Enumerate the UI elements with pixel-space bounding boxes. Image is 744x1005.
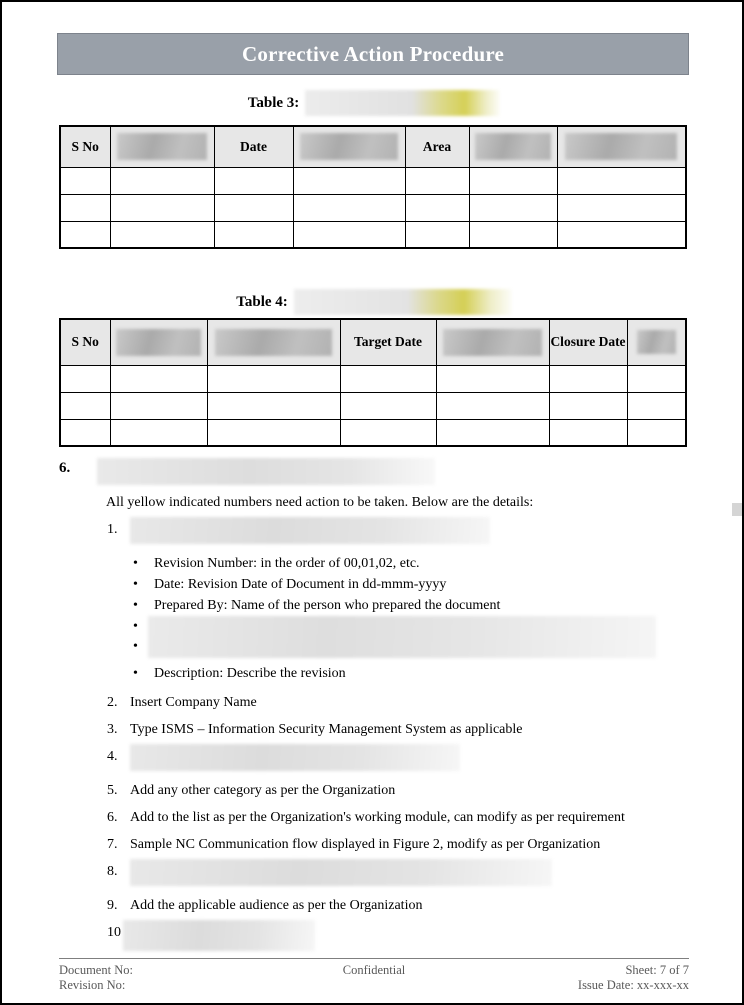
issue-date: Issue Date: xx-xxx-xx bbox=[577, 978, 689, 992]
table4-caption bbox=[2, 289, 744, 315]
table3-header-redacted-2 bbox=[293, 126, 405, 167]
bullet-icon: • bbox=[133, 556, 138, 571]
section-intro: All yellow indicated numbers need action to be taken. Below are the details: bbox=[106, 495, 534, 510]
list-item-6: 6. Add to the list as per the Organization's working module, can modify as per requirement bbox=[107, 810, 625, 825]
redacted-caption-highlight bbox=[294, 289, 512, 315]
table4-header-redacted-2 bbox=[207, 319, 340, 365]
table3-header-sno: S No bbox=[60, 126, 110, 167]
redacted-header-blur bbox=[116, 329, 200, 356]
bullet-item: • Date: Revision Date of Document in dd-mmm-yyyy bbox=[133, 577, 447, 592]
list-item-10: 10 bbox=[107, 925, 695, 951]
section-6 bbox=[59, 458, 695, 960]
list-item-3: 3. Type ISMS – Information Security Management System as applicable bbox=[107, 722, 523, 737]
bullet-item: • Description: Describe the revision bbox=[133, 666, 346, 681]
table4-header-closure-date: Closure Date bbox=[549, 319, 627, 365]
revision-no-label: Revision No: bbox=[59, 978, 126, 992]
list-item-4: 4. bbox=[107, 749, 695, 771]
table3-empty-row[interactable] bbox=[60, 194, 686, 221]
document-no-label: Document No: bbox=[59, 963, 133, 977]
redacted-header-blur bbox=[475, 133, 552, 160]
document-title-bar bbox=[57, 33, 689, 75]
list-item-7: 7. Sample NC Communication flow displayed in Figure 2, modify as per Organization bbox=[107, 837, 601, 852]
table4-empty-row[interactable] bbox=[60, 365, 686, 392]
table3 bbox=[59, 125, 687, 249]
table3-caption-label: Table 3: bbox=[247, 94, 300, 111]
table4-header-redacted-1 bbox=[110, 319, 207, 365]
table4-caption-label: Table 4: bbox=[236, 293, 288, 310]
table3-empty-row[interactable] bbox=[60, 167, 686, 194]
list-item-5: 5. Add any other category as per the Organization bbox=[107, 783, 396, 798]
redacted-header-blur bbox=[565, 133, 677, 160]
table3-empty-row[interactable] bbox=[60, 221, 686, 248]
table4-header-redacted-3 bbox=[436, 319, 549, 365]
list-item-2: 2. Insert Company Name bbox=[107, 695, 257, 710]
redacted-list-text bbox=[130, 859, 552, 886]
redacted-list-text bbox=[130, 744, 460, 771]
bullet-items-redacted bbox=[59, 619, 695, 660]
bullet-item: • Revision Number: in the order of 00,01,02, etc. bbox=[133, 556, 420, 571]
table4-empty-row[interactable] bbox=[60, 392, 686, 419]
redacted-header-blur bbox=[637, 330, 676, 354]
table4-header-redacted-4 bbox=[627, 319, 686, 365]
table3-header-area: Area bbox=[405, 126, 469, 167]
list-item-1: 1. bbox=[107, 522, 695, 544]
redacted-header-blur bbox=[300, 133, 398, 160]
table3-header-redacted-1 bbox=[110, 126, 214, 167]
table3-header-row bbox=[60, 126, 686, 167]
footer-right bbox=[578, 963, 689, 993]
page-footer bbox=[59, 958, 689, 993]
table3-header-date: Date bbox=[214, 126, 293, 167]
bullet-icon: • bbox=[133, 577, 138, 592]
redacted-bullet-text bbox=[148, 616, 656, 658]
table3-header-redacted-4 bbox=[557, 126, 686, 167]
table3-caption bbox=[2, 90, 744, 116]
bullet-icon: • bbox=[133, 619, 138, 634]
table3-header-redacted-3 bbox=[469, 126, 557, 167]
scrollbar-thumb[interactable] bbox=[732, 503, 742, 516]
table4-header-target-date: Target Date bbox=[340, 319, 436, 365]
redacted-header-blur bbox=[215, 329, 331, 356]
list-item-8: 8. bbox=[107, 864, 695, 886]
table4-header-sno: S No bbox=[60, 319, 110, 365]
section-number: 6. bbox=[59, 460, 71, 476]
bullet-icon: • bbox=[133, 639, 138, 654]
redacted-list-text bbox=[130, 517, 490, 544]
bullet-icon: • bbox=[133, 598, 138, 613]
redacted-section-title bbox=[97, 458, 435, 485]
bullet-icon: • bbox=[133, 666, 138, 681]
redacted-header-blur bbox=[443, 329, 542, 356]
page-title: Corrective Action Procedure bbox=[242, 41, 504, 66]
table4-header-row bbox=[60, 319, 686, 365]
table4-empty-row[interactable] bbox=[60, 419, 686, 446]
bullet-item: • Prepared By: Name of the person who prepared the document bbox=[133, 598, 501, 613]
confidential-label: Confidential bbox=[342, 963, 406, 977]
redacted-header-blur bbox=[117, 133, 208, 160]
sheet-number: Sheet: 7 of 7 bbox=[625, 963, 689, 977]
redacted-caption-highlight bbox=[305, 90, 500, 116]
list-item-9: 9. Add the applicable audience as per the Organization bbox=[107, 898, 423, 913]
section-6-heading bbox=[59, 458, 695, 486]
table4 bbox=[59, 318, 687, 447]
redacted-list-text bbox=[123, 920, 315, 951]
